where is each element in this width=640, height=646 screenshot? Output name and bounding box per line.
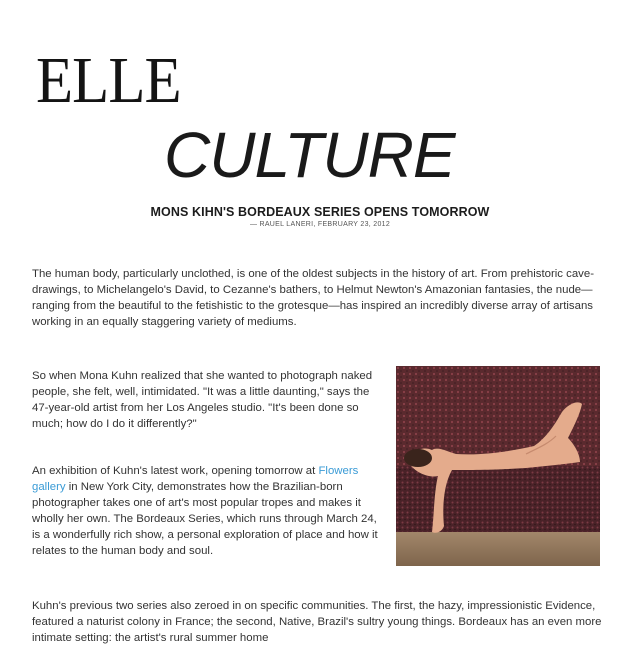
elle-logo: ELLE [36,44,181,117]
paragraph-kuhn-intimidated: So when Mona Kuhn realized that she wanted to photograph naked people, she felt, well, intimidated. "It was a little daunting," says the 47-year-old artist from her Los Angeles studio. "It's been done so much; how do I do it differently?" [32,370,373,430]
article-photo [396,366,600,566]
article-headline: MONS KIHN'S BORDEAUX SERIES OPENS TOMORROW [150,205,490,219]
paragraph-exhibition [32,463,382,559]
paragraph-previous-series: Kuhn's previous two series also zeroed in on specific communities. The first, the hazy, impressionistic Evidence, featured a naturist colony in France; the second, Native, Brazil's sultry young things. Bordeaux has an even more intimate setting: the artist's rural summer home [32,600,602,644]
flowers-gallery-link[interactable]: Flowers gallery [32,465,359,493]
article-byline: — RAUEL LANERI, FEBRUARY 23, 2012 [249,221,391,228]
paragraph-exhibition-end: in New York City, demonstrates how the Brazilian-born photographer takes one of art's most popular tropes and makes it wholly her own. The Bordeaux Series, which runs through March 24, is a wonderfully rich show, a personal exploration of place and how it relates to the human body and soul. [32,481,378,557]
photo-nude-on-bed-illustration [396,366,600,566]
section-title: CULTURE [164,119,455,191]
paragraph-intro: The human body, particularly unclothed, is one of the oldest subjects in the history of art. From prehistoric cave-drawings, to Michelangelo's David, to Cezanne's bathers, to Helmut Newton's Amazonian fantasies, the nude—ranging from the beautiful to the fetishistic to the grotesque—has inspired an incredibly diverse array of artisans working in an equally staggering variety of mediums. [32,268,595,328]
paragraph-exhibition-start: An exhibition of Kuhn's latest work, opening tomorrow at [32,465,319,477]
